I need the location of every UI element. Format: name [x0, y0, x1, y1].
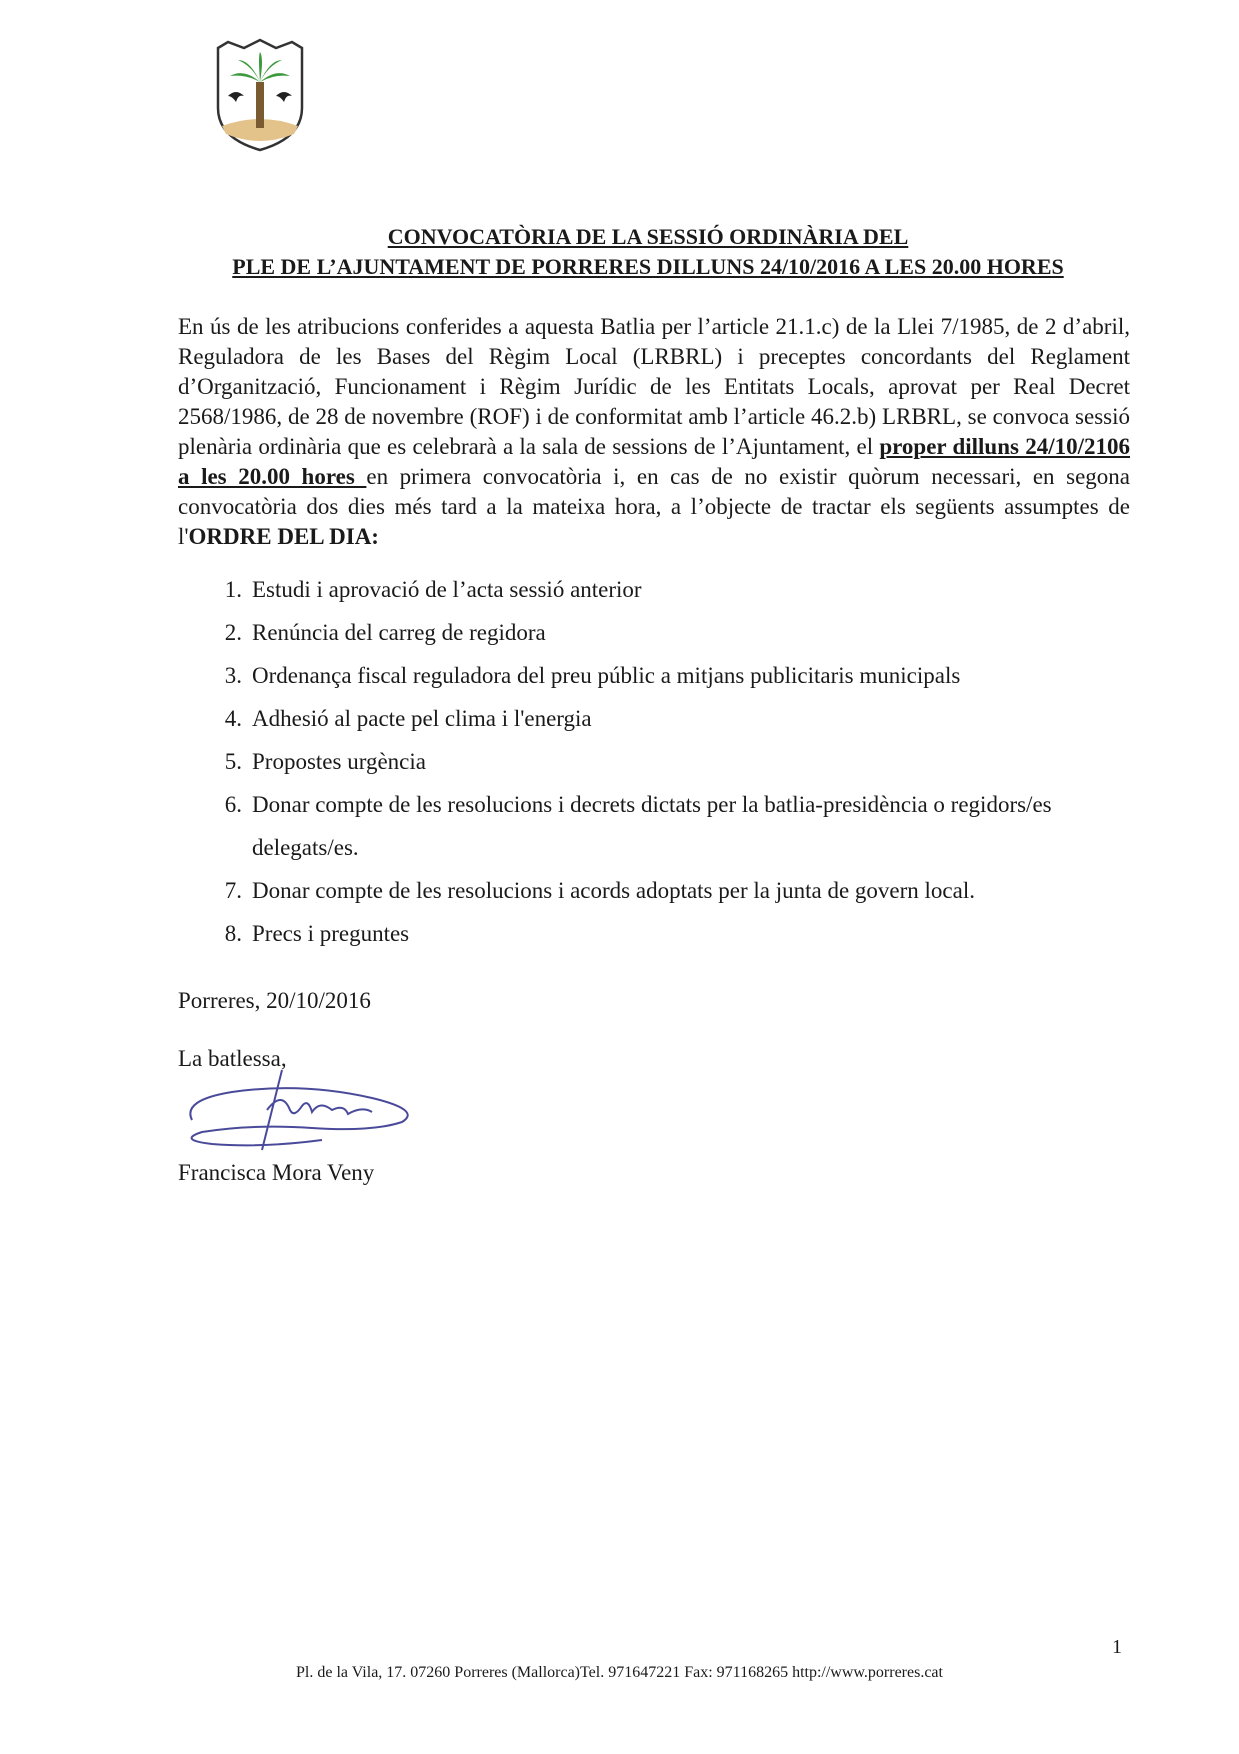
agenda-item-text: Ordenança fiscal reguladora del preu públic a mitjans publicitaris municipals	[252, 663, 961, 688]
agenda-item-text: Donar compte de les resolucions i acords adoptats per la junta de govern local.	[252, 878, 975, 903]
closing-title: La batlessa,	[178, 1046, 287, 1071]
agenda-item-text: Donar compte de les resolucions i decrets dictats per la batlia-presidència o regidors/es delegats/es.	[252, 792, 1052, 860]
agenda-item	[178, 869, 1138, 912]
footer-contact: Pl. de la Vila, 17. 07260 Porreres (Mallorca)Tel. 971647221 Fax: 971168265 http://www.porreres.cat	[296, 1664, 943, 1681]
agenda-item-number: 5.	[224, 749, 242, 774]
agenda-item-number: 7.	[224, 878, 242, 903]
title-line-1: CONVOCATÒRIA DE LA SESSIÓ ORDINÀRIA DEL	[387, 224, 909, 249]
body-text-part-1: En ús de les atribucions conferides a aquesta Batlia per l’article 21.1.c) de la Llei 7/1985, de 2 d’abril, Reguladora de les Bases del Règim Local (LRBRL) i preceptes concordants del Reglament d’Organització, Funcionament i Règim Jurídic de les Entitats Locals, aprovat per Real Decret 2568/1986, de 28 de novembre (ROF) i de conformitat amb l’article 46.2.b) LRBRL, se convoca sessió plenària ordinària que es celebrarà a la sala de sessions de l’Ajuntament, el	[178, 314, 1130, 459]
agenda-item-text: Propostes urgència	[252, 749, 426, 774]
agenda-item-number: 2.	[224, 620, 242, 645]
agenda-item	[178, 697, 1138, 740]
session-date-highlight: proper dilluns 24/10/2106 a les 20.00 hores	[178, 434, 1130, 489]
handwritten-signature-icon	[172, 1070, 442, 1160]
agenda-item-text: Adhesió al pacte pel clima i l'energia	[252, 706, 592, 731]
body-paragraph	[178, 312, 1130, 552]
agenda-item-text: Estudi i aprovació de l’acta sessió anterior	[252, 577, 642, 602]
agenda-item-text: Precs i preguntes	[252, 921, 410, 946]
agenda-item	[178, 912, 1138, 955]
agenda-label: ORDRE DEL DIA:	[188, 524, 379, 549]
title-line-2: PLE DE L’AJUNTAMENT DE PORRERES DILLUNS 24/10/2016 A LES 20.00 HORES	[232, 254, 1064, 279]
agenda-item-text: Renúncia del carreg de regidora	[252, 620, 546, 645]
page-number: 1	[1112, 1636, 1122, 1658]
agenda-item	[178, 783, 1138, 869]
agenda-item	[178, 611, 1138, 654]
agenda-item	[178, 740, 1138, 783]
agenda-item	[178, 654, 1138, 697]
document-title	[178, 222, 1118, 282]
agenda-item-number: 3.	[224, 663, 242, 688]
signer-name: Francisca Mora Veny	[178, 1160, 375, 1185]
place-and-date: Porreres, 20/10/2016	[178, 988, 371, 1013]
body-text-part-2: en primera convocatòria i, en cas de no existir quòrum necessari, en segona convocatòria dos dies més tard a la mateixa hora, a l’objecte de tractar els següents assumptes de l'	[178, 464, 1130, 549]
agenda-item-number: 4.	[224, 706, 242, 731]
agenda-item-number: 8.	[224, 921, 242, 946]
agenda-item-number: 6.	[224, 792, 242, 817]
agenda-item-number: 1.	[224, 577, 242, 602]
agenda-item	[178, 568, 1138, 611]
agenda-list	[178, 568, 1138, 955]
municipal-crest-icon	[210, 38, 310, 153]
